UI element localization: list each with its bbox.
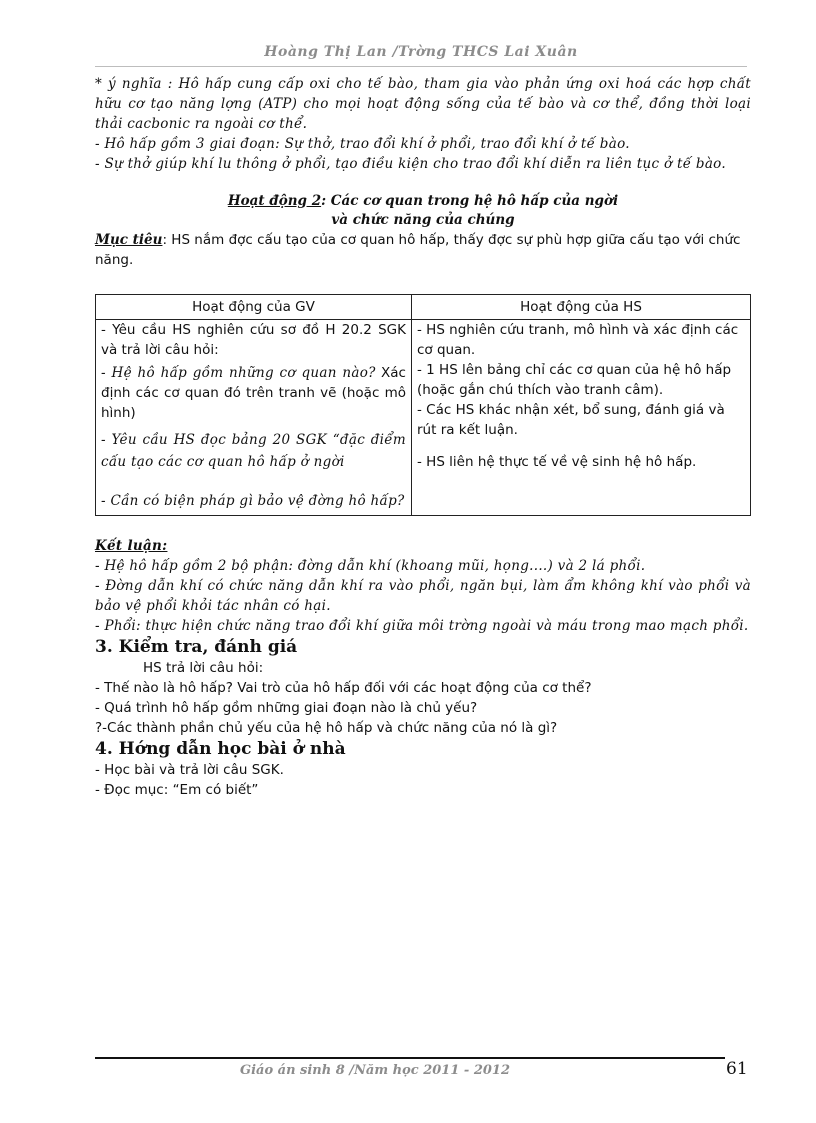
table-header-hs: Hoạt động của HS [412, 295, 751, 320]
gv-activities-cell [96, 320, 412, 516]
gv-question: - Hệ hô hấp gồm những cơ quan nào? [101, 365, 376, 381]
table-row [96, 320, 751, 516]
table-header-gv: Hoạt động của GV [96, 295, 412, 320]
section-3-title: 3. Kiểm tra, đánh giá [95, 637, 298, 657]
activity-title-rest: : Các cơ quan trong hệ hô hấp của ngời [321, 193, 619, 209]
section-3-intro: HS trả lời câu hỏi: [143, 660, 264, 676]
hs-item: - 1 HS lên bảng chỉ các cơ quan của hệ hô hấp (hoặc gắn chú thích vào tranh câm). [417, 362, 732, 398]
header-rule [95, 66, 747, 67]
hs-item: - HS nghiên cứu tranh, mô hình và xác định các cơ quan. [417, 322, 739, 358]
gv-instruction: Xác định các cơ quan đó trên tranh vẽ (hoặc mô hình) [101, 365, 406, 421]
hs-activities-cell [412, 320, 751, 516]
conclusion-label: Kết luận: [95, 538, 168, 554]
page-header: Hoàng Thị Lan /Trờng THCS Lai Xuân [264, 44, 578, 60]
intro-breathing: - Sự thở giúp khí lu thông ở phổi, tạo điều kiện cho trao đổi khí diễn ra liên tục ở tế bào. [95, 156, 726, 172]
activity-goal [95, 230, 751, 270]
goal-text: : HS nắm đợc cấu tạo của cơ quan hô hấp, thấy đợc sự phù hợp giữa cấu tạo với chức năng. [95, 232, 741, 268]
footer-rule [95, 1057, 725, 1059]
table-header-row [96, 295, 751, 320]
hs-item: - Các HS khác nhận xét, bổ sung, đánh giá và rút ra kết luận. [417, 402, 725, 438]
activity-table [95, 294, 751, 516]
section-4-title: 4. Hớng dẫn học bài ở nhà [95, 739, 346, 759]
goal-label: Mục tiêu [95, 232, 163, 248]
gv-item [101, 363, 406, 423]
page-content [95, 74, 751, 800]
homework-item: - Học bài và trả lời câu SGK. [95, 762, 284, 778]
conclusion-item: - Phổi: thực hiện chức năng trao đổi khí giữa môi trờng ngoài và máu trong mao mạch phổi. [95, 618, 749, 634]
activity-title [95, 192, 751, 211]
question-item: - Quá trình hô hấp gồm những giai đoạn nào là chủ yếu? [95, 700, 478, 716]
gv-item: - Yêu cầu HS nghiên cứu sơ đồ H 20.2 SGK và trả lời câu hỏi: [101, 322, 406, 358]
question-item: ?-Các thành phần chủ yếu của hệ hô hấp và chức năng của nó là gì? [95, 720, 558, 736]
page-number: 61 [726, 1059, 748, 1079]
homework-item: - Đọc mục: “Em có biết” [95, 782, 259, 798]
question-item: - Thế nào là hô hấp? Vai trò của hô hấp đối với các hoạt động của cơ thể? [95, 680, 592, 696]
gv-item: - Cần có biện pháp gì bảo vệ đờng hô hấp? [101, 493, 405, 509]
activity-title-line2: và chức năng của chúng [331, 212, 515, 228]
page-footer: Giáo án sinh 8 /Năm học 2011 - 2012 [239, 1063, 511, 1078]
conclusion-item: - Hệ hô hấp gồm 2 bộ phận: đờng dẫn khí (khoang mũi, họng....) và 2 lá phổi. [95, 558, 646, 574]
intro-stages: - Hô hấp gồm 3 giai đoạn: Sự thở, trao đổi khí ở phổi, trao đổi khí ở tế bào. [95, 136, 630, 152]
hs-item: - HS liên hệ thực tế về vệ sinh hệ hô hấp. [417, 454, 697, 470]
conclusion-item: - Đờng dẫn khí có chức năng dẫn khí ra vào phổi, ngăn bụi, làm ẩm không khí vào phổi và bảo vệ phổi khỏi tác nhân có hại. [95, 578, 751, 614]
intro-meaning: * ý nghĩa : Hô hấp cung cấp oxi cho tế bào, tham gia vào phản ứng oxi hoá các hợp chất hữu cơ tạo năng lợng (ATP) cho mọi hoạt động sống của tế bào và cơ thể, đồng thời loại thải cacbonic ra ngoài cơ thể. [95, 76, 751, 132]
gv-item: - Yêu cầu HS đọc bảng 20 SGK “đặc điểm cấu tạo các cơ quan hô hấp ở ngời [101, 432, 406, 470]
activity-title-prefix: Hoạt động 2 [227, 193, 322, 209]
